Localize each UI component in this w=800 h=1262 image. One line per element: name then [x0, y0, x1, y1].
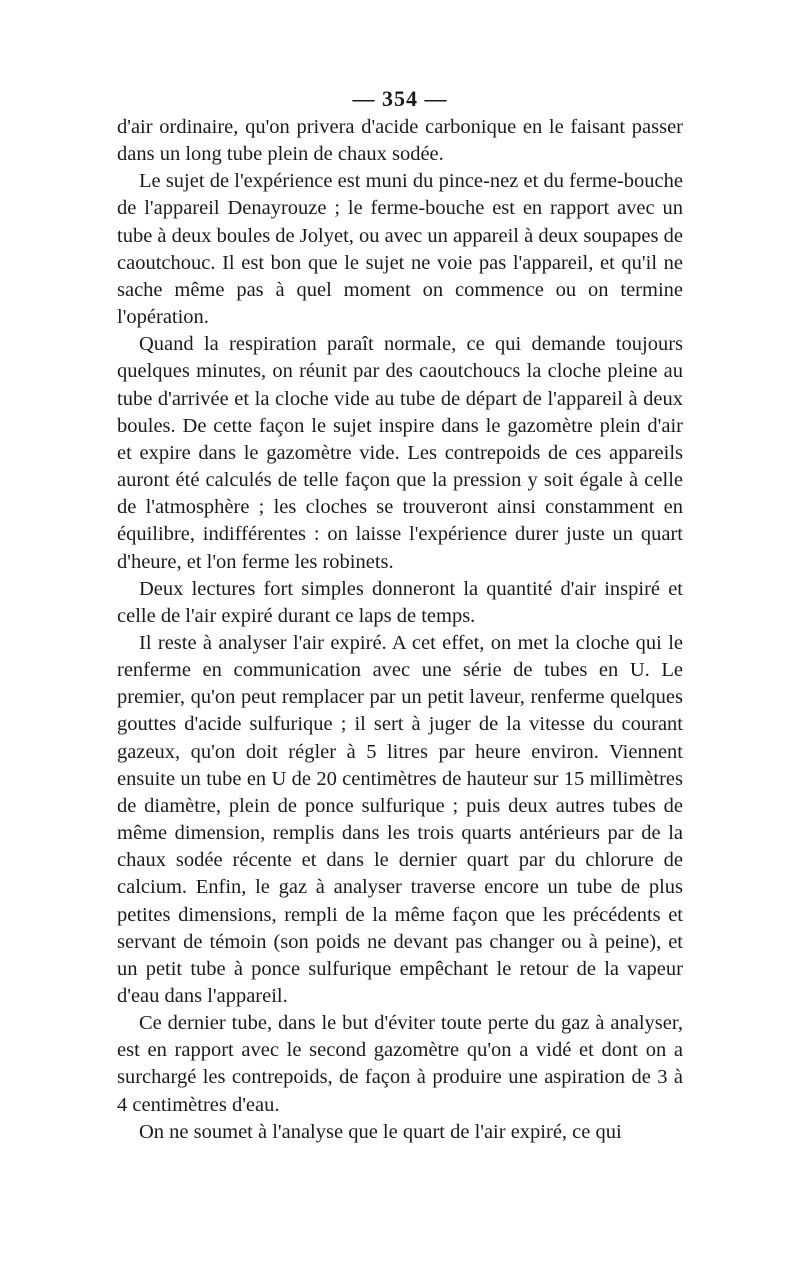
paragraph: Il reste à analyser l'air expiré. A cet effet, on met la cloche qui le renferme en communication avec une série de tubes en U. Le premier, qu'on peut remplacer par un petit laveur, renferme quelques gouttes d'acide sulfurique ; il sert à juger de la vitesse du courant gazeux, qu'on doit régler à 5 litres par heure environ. Viennent ensuite un tube en U de 20 centimètres de hauteur sur 15 millimètres de diamètre, plein de ponce sulfurique ; puis deux autres tubes de même dimension, remplis dans les trois quarts antérieurs par de la chaux sodée récente et dans le dernier quart par du chlorure de calcium. Enfin, le gaz à analyser traverse encore un tube de plus petites dimensions, rempli de la même façon que les précédents et servant de témoin (son poids ne devant pas changer ou à peine), et un petit tube à ponce sulfurique empêchant le retour de la vapeur d'eau dans l'appareil. [117, 631, 683, 1007]
paragraph: Le sujet de l'expérience est muni du pince-nez et du ferme-bouche de l'appareil Denayrouze ; le ferme-bouche est en rapport avec un tube à deux boules de Jolyet, ou avec un appareil à deux soupapes de caoutchouc. Il est bon que le sujet ne voie pas l'appareil, et qu'il ne sache même pas à quel moment on commence ou on termine l'opération. [117, 170, 683, 329]
body-text [117, 114, 683, 1146]
paragraph: Ce dernier tube, dans le but d'éviter toute perte du gaz à analyser, est en rapport avec le second gazomètre qu'on a vidé et dont on a surchargé les contrepoids, de façon à produire une aspiration de 3 à 4 centimètres d'eau. [117, 1012, 683, 1116]
paragraph: d'air ordinaire, qu'on privera d'acide carbonique en le faisant passer dans un long tube plein de chaux sodée. [117, 116, 683, 166]
paragraph: On ne soumet à l'analyse que le quart de l'air expiré, ce qui [139, 1120, 622, 1143]
page-number: — 354 — [352, 86, 448, 111]
paragraph: Deux lectures fort simples donneront la quantité d'air inspiré et celle de l'air expiré durant ce laps de temps. [117, 577, 683, 627]
paragraph: Quand la respiration paraît normale, ce qui demande toujours quelques minutes, on réunit par des caoutchoucs la cloche pleine au tube d'arrivée et la cloche vide au tube de départ de l'appareil à deux boules. De cette façon le sujet inspire dans le gazomètre plein d'air et expire dans le gazomètre vide. Les contrepoids de ces appareils auront été calculés de telle façon que la pression y soit égale à celle de l'atmosphère ; les cloches se trouveront ainsi constamment en équilibre, indifférentes : on laisse l'expérience durer juste un quart d'heure, et l'on ferme les robinets. [117, 333, 683, 573]
